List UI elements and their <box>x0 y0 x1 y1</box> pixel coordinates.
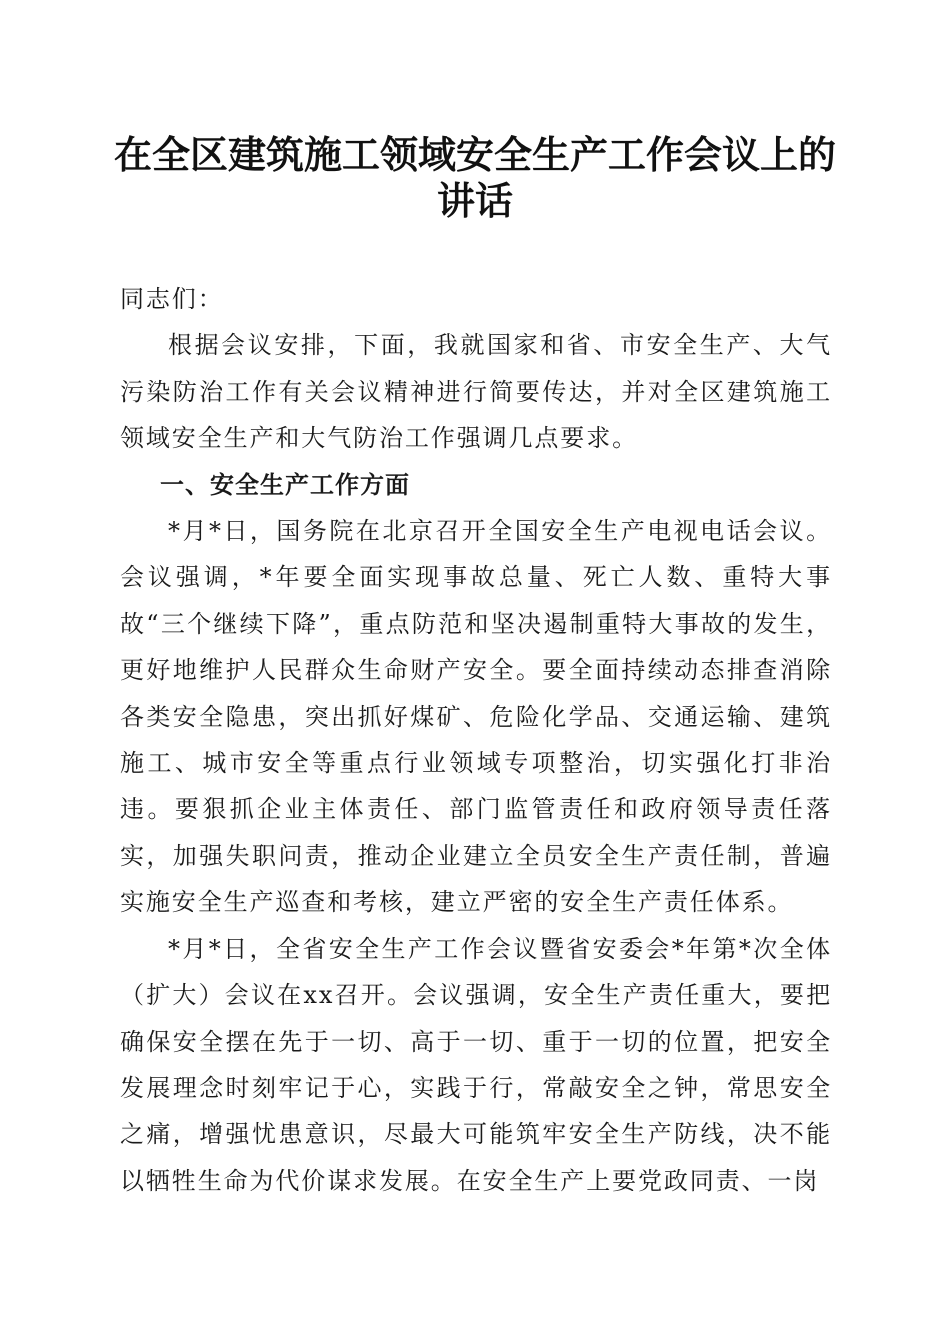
section-paragraph-1: *月*日，国务院在北京召开全国安全生产电视电话会议。会议强调，*年要全面实现事故总量、死亡人数、重特大事故“三个继续下降”，重点防范和坚决遏制重特大事故的发生，更好地维护人民群众生命财产安全。要全面持续动态排查消除各类安全隐患，突出抓好煤矿、危险化学品、交通运输、建筑施工、城市安全等重点行业领域专项整治，切实强化打非治违。要狠抓企业主体责任、部门监管责任和政府领导责任落实，加强失职问责，推动企业建立全员安全生产责任制，普遍实施安全生产巡查和考核，建立严密的安全生产责任体系。 <box>120 517 832 917</box>
section-paragraph-2: *月*日，全省安全生产工作会议暨省安委会*年第*次全体（扩大）会议在xx召开。会议强调，安全生产责任重大，要把确保安全摆在先于一切、高于一切、重于一切的位置，把安全发展理念时刻牢记于心，实践于行，常敲安全之钟，常思安全之痛，增强忧患意识，尽最大可能筑牢安全生产防线，决不能以牺牲生命为代价谋求发展。在安全生产上要党政同责、一岗 <box>120 934 832 1195</box>
document-body <box>120 276 832 1204</box>
document-title: 在全区建筑施工领域安全生产工作会议上的讲话 <box>113 132 836 223</box>
salutation: 同志们： <box>120 285 224 313</box>
intro-paragraph: 根据会议安排，下面，我就国家和省、市安全生产、大气污染防治工作有关会议精神进行简要传达，并对全区建筑施工领域安全生产和大气防治工作强调几点要求。 <box>120 331 832 453</box>
section-heading: 一、安全生产工作方面 <box>160 470 410 499</box>
